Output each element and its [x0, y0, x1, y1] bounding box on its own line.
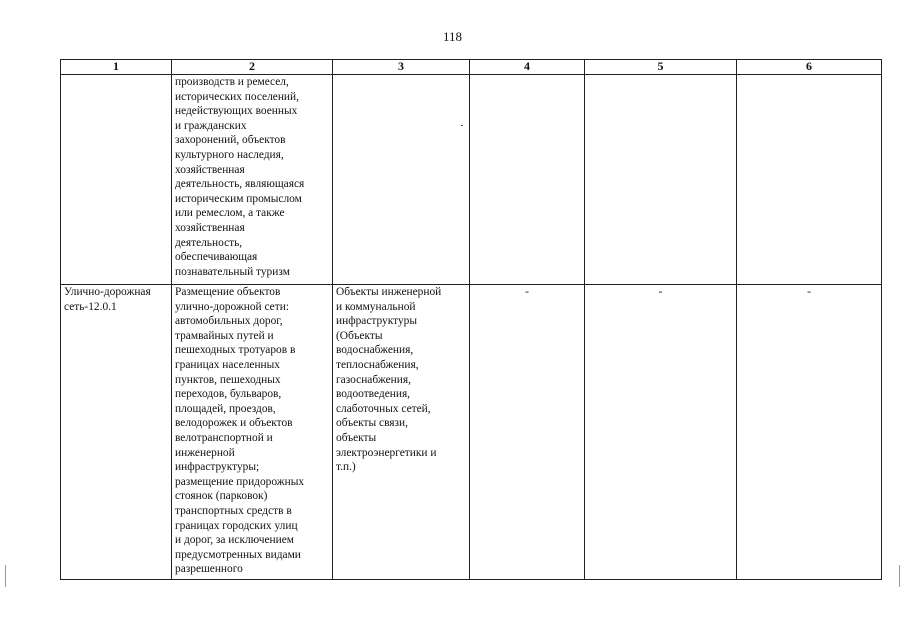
cell-description: производств и ремесел, исторических поселений, недействующих военных и гражданских захоронений, объектов культурного наследия, хозяйственная деятельность, являющаяся историческим промыслом или ремеслом, а также хозяйственная деятельность, обеспечивающая познавательный туризм	[172, 75, 333, 285]
column-header-4: 4	[470, 60, 585, 75]
cell-col-5: -	[585, 285, 737, 580]
column-header-6: 6	[737, 60, 882, 75]
scan-edge-mark	[899, 565, 900, 587]
cell-col-4	[470, 75, 585, 285]
column-header-1: 1	[61, 60, 172, 75]
header-row	[61, 60, 882, 75]
table-row	[61, 285, 882, 580]
scan-speck	[461, 125, 463, 126]
cell-col-5	[585, 75, 737, 285]
scan-edge-mark	[5, 565, 6, 587]
column-header-3: 3	[333, 60, 470, 75]
column-header-5: 5	[585, 60, 737, 75]
cell-col-6	[737, 75, 882, 285]
table-row	[61, 75, 882, 285]
cell-use-type	[61, 75, 172, 285]
column-header-2: 2	[172, 60, 333, 75]
cell-auxiliary-uses: Объекты инженерной и коммунальной инфраструктуры (Объекты водоснабжения, теплоснабжения, газоснабжения, водоотведения, слаботочных сетей, объекты связи, объекты электроэнергетики и т.п.)	[333, 285, 470, 580]
cell-col-4: -	[470, 285, 585, 580]
cell-col-6: -	[737, 285, 882, 580]
page-number: 118	[442, 29, 463, 44]
regulations-table	[60, 59, 882, 580]
cell-use-type: Улично-дорожная сеть-12.0.1	[61, 285, 172, 580]
cell-auxiliary-uses	[333, 75, 470, 285]
cell-description: Размещение объектов улично-дорожной сети: автомобильных дорог, трамвайных путей и пешеходных тротуаров в границах населенных пунктов, пешеходных переходов, бульваров, площадей, проездов, велодорожек и объектов велотранспортной и инженерной инфраструктуры; размещение придорожных стоянок (парковок) транспортных средств в границах городских улиц и дорог, за исключением предусмотренных видами разрешенного	[172, 285, 333, 580]
